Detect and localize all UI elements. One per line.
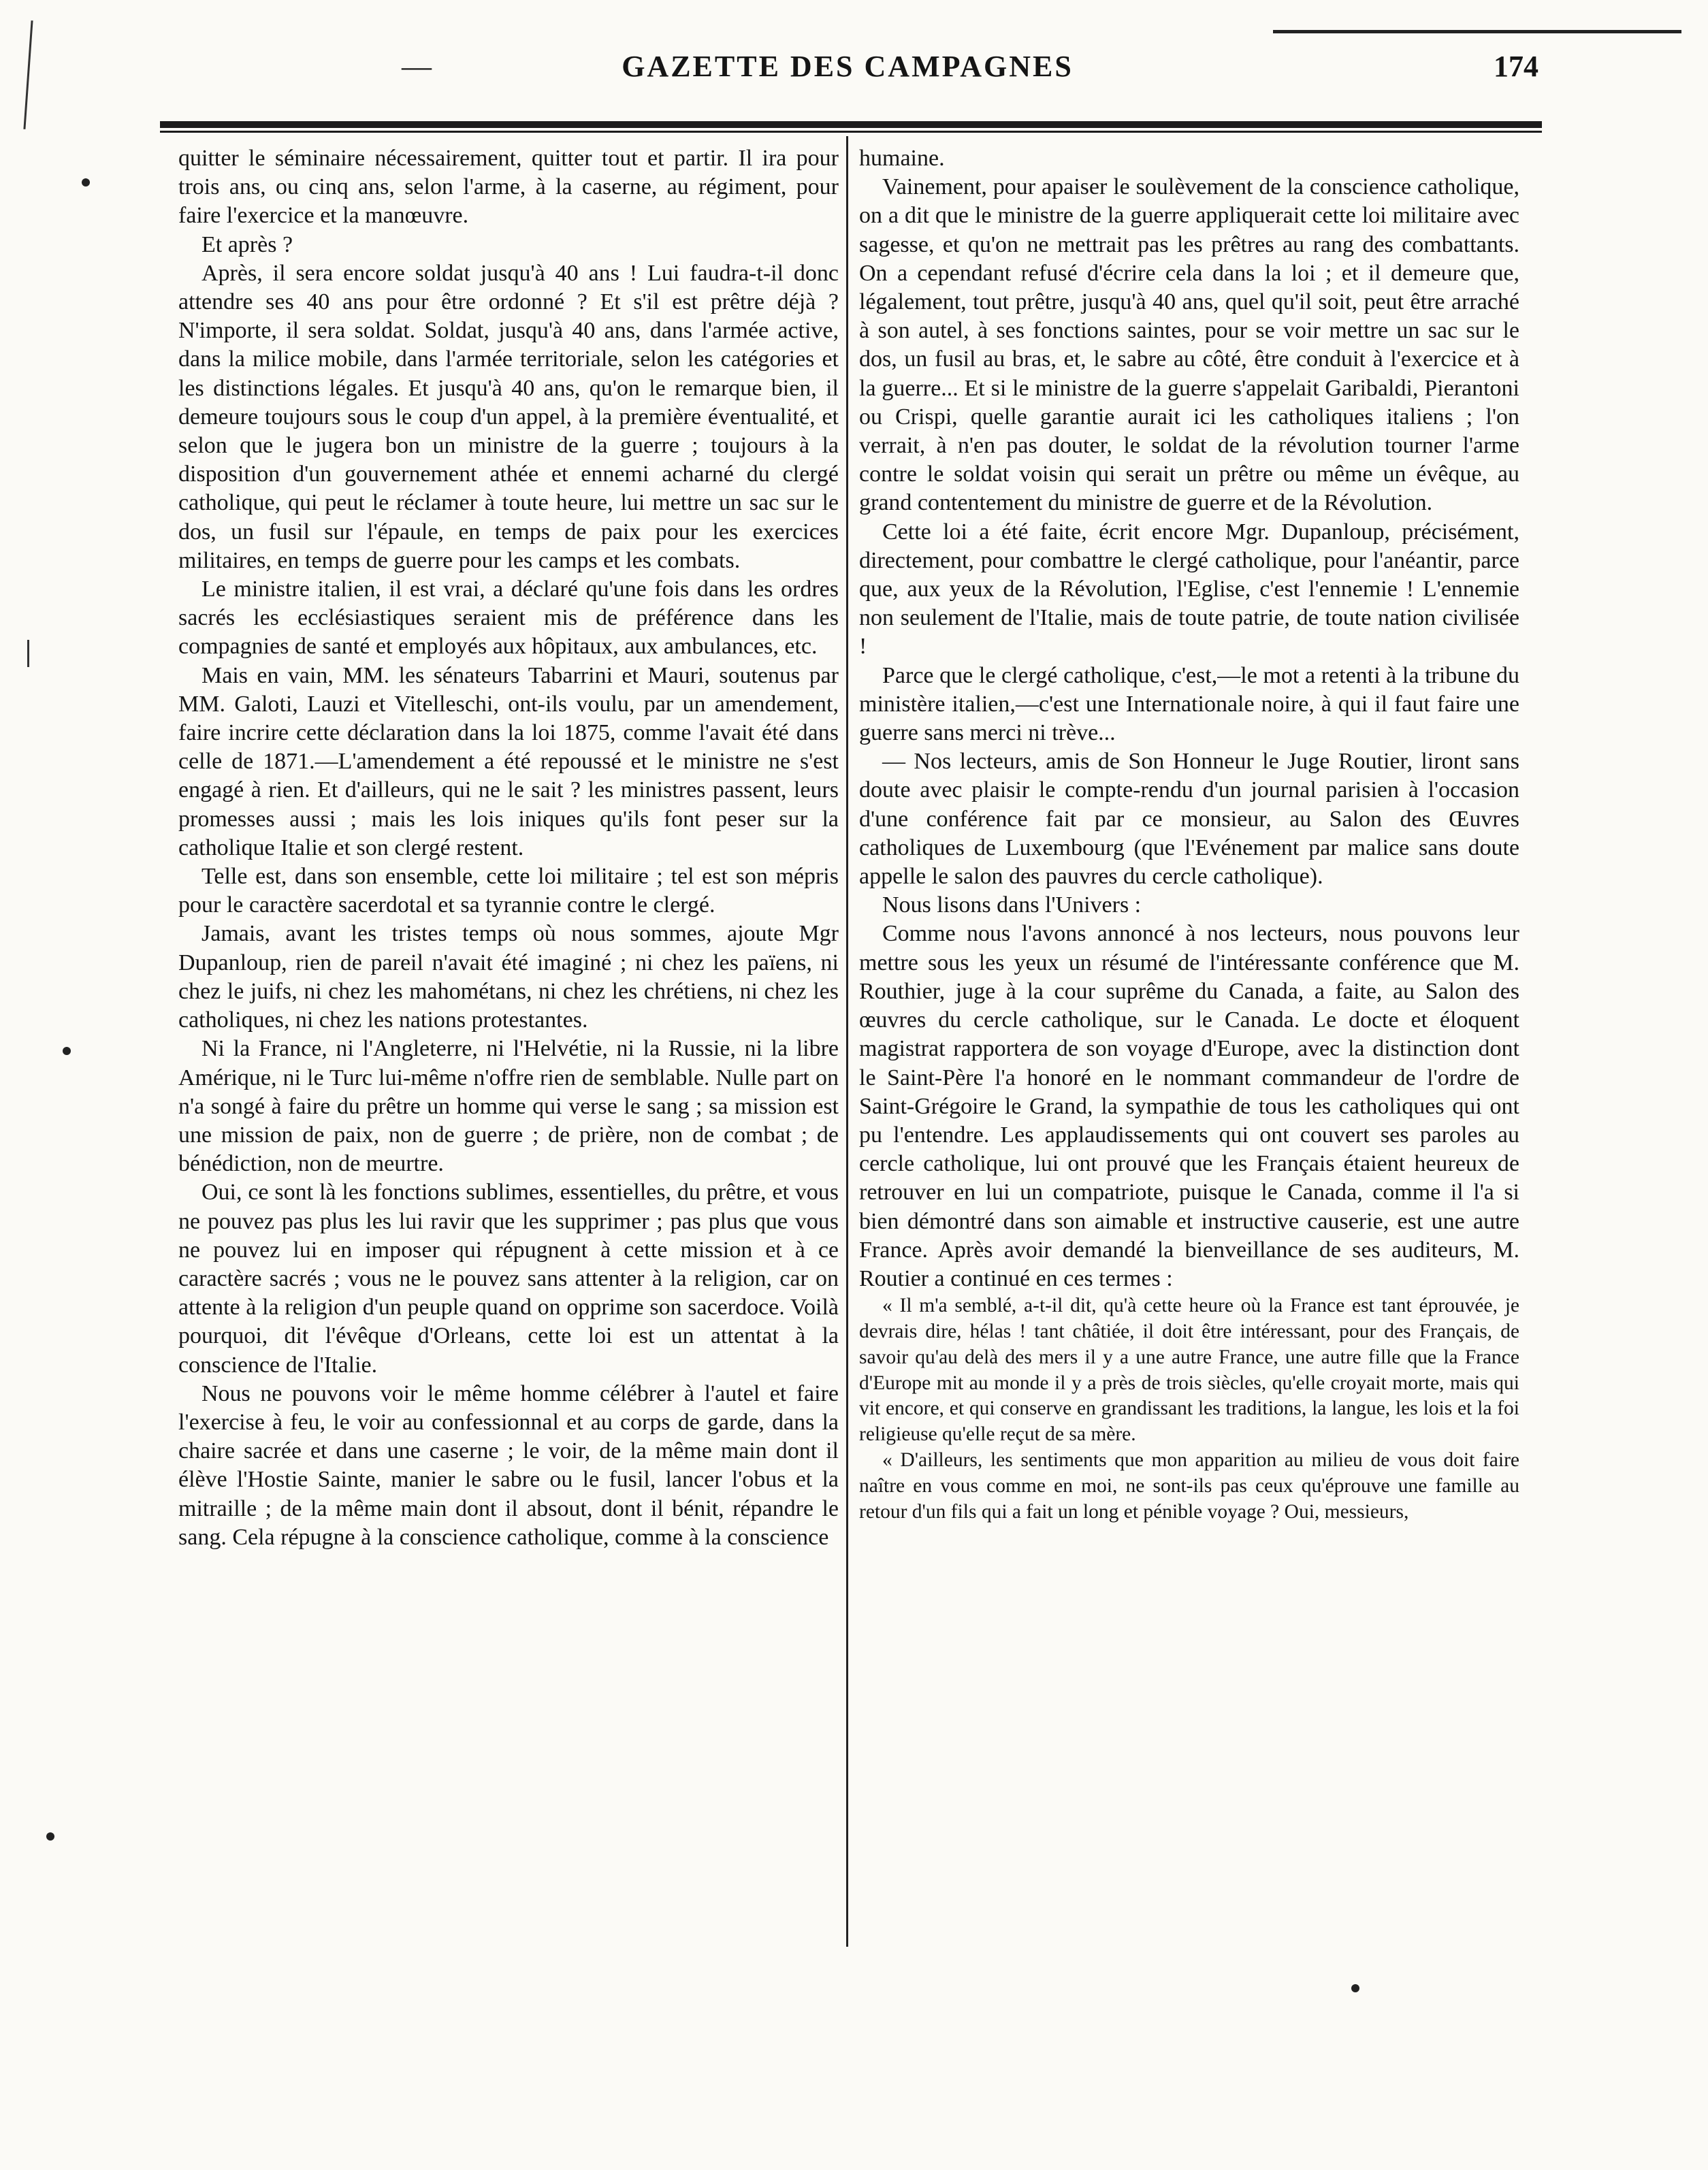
margin-scratch	[23, 20, 33, 129]
paragraph: « D'ailleurs, les sentiments que mon apparition au milieu de vous doit faire naître en vous comme en moi, ne sont-ils pas ceux qu'éprouve une famille au retour d'un fils qui a fait un long et pénible voyage ? Oui, messieurs,	[859, 1448, 1519, 1523]
ink-speck	[1351, 1984, 1359, 1992]
paragraph: Nous lisons dans l'Univers :	[882, 892, 1142, 918]
text-column-right	[859, 144, 1519, 1525]
text-column-left	[178, 144, 839, 1552]
paragraph: Le ministre italien, il est vrai, a déclaré qu'une fois dans les ordres sacrés les ecclésiastiques seraient mis de préférence dans les compagnies de santé et employés aux hôpitaux, aux ambulances, etc.	[178, 577, 839, 660]
paragraph: Mais en vain, MM. les sénateurs Tabarrini et Mauri, soutenus par MM. Galoti, Lauzi et Vitelleschi, ont-ils voulu, par un amendement, faire incrire cette déclaration dans la loi 1875, comme l'avait été dans celle de 1871.—L'amendement a été repoussé et le ministre ne s'est engagé à rien. Et d'ailleurs, qui ne le sait ? les ministres passent, leurs promesses aussi ; mais les lois iniques qu'ils font peser sur la catholique Italie et son clergé restent.	[178, 662, 839, 860]
margin-scratch	[27, 640, 29, 667]
paragraph: humaine.	[859, 146, 945, 171]
header-rule-thin	[160, 131, 1542, 133]
paragraph: Vainement, pour apaiser le soulèvement de la conscience catholique, on a dit que le ministre de la guerre appliquerait cette loi militaire avec sagesse, et qu'on ne mettrait pas les prêtres au rang des combattants. On a cependant refusé d'écrire cela dans la loi ; et il demeure que, légalement, tout prêtre, jusqu'à 40 ans, quel qu'il soit, peut être arraché à son autel, à ses fonctions saintes, pour se voir mettre un sac sur le dos, un fusil au bras, et, le sabre au côté, être conduit à l'exercice et à la guerre... Et si le ministre de la guerre s'appelait Garibaldi, Pierantoni ou Crispi, quelle garantie aurait ici les catholiques italiens ; l'on verrait, à n'en pas douter, le soldat de la révolution tourner l'arme contre le soldat voisin qui serait un prêtre ou même un évêque, au grand contentement du ministre de guerre et de la Révolution.	[859, 174, 1519, 516]
paragraph: Nous ne pouvons voir le même homme célébrer à l'autel et faire l'exercise à feu, le voir au confessionnal et au corps de garde, dans la chaire sacrée et dans une caserne ; le voir, de la même main dont il élève l'Hostie Sainte, manier le sabre ou le fusil, lancer l'obus et la mitraille ; de la même main dont il absout, dont il bénit, répandre le sang. Cela répugne à la conscience catholique, comme à la conscience	[178, 1380, 839, 1550]
header-rule-thick	[160, 121, 1542, 128]
ink-speck	[82, 178, 90, 187]
ink-speck	[46, 1832, 54, 1841]
paragraph: — Nos lecteurs, amis de Son Honneur le Juge Routier, liront sans doute avec plaisir le compte-rendu d'un journal parisien à l'occasion d'une conférence fait par ce monsieur, au Salon des Œuvres catholiques de Luxembourg (que l'Evénement par malice sans doute appelle le salon des pauvres du cercle catholique).	[859, 749, 1519, 890]
page-header	[157, 49, 1538, 97]
paragraph: Et après ?	[202, 231, 293, 257]
paragraph: Jamais, avant les tristes temps où nous sommes, ajoute Mgr Dupanloup, rien de pareil n'avait été imaginé ; ni chez les païens, ni chez le juifs, ni chez les mahométans, ni chez les chrétiens, ni chez les catholiques, ni chez les nations protestantes.	[178, 921, 839, 1033]
top-edge-rule	[1273, 30, 1681, 33]
page-number: 174	[1494, 50, 1538, 83]
paragraph: Cette loi a été faite, écrit encore Mgr. Dupanloup, précisément, directement, pour combattre le clergé catholique, pour l'anéantir, parce que, aux yeux de la Révolution, l'Eglise, c'est l'ennemie ! L'ennemie non seulement de l'Italie, mais de toute patrie, de toute nation civilisée !	[859, 519, 1519, 660]
ink-speck	[63, 1047, 71, 1055]
paragraph: Ni la France, ni l'Angleterre, ni l'Helvétie, ni la Russie, ni la libre Amérique, ni le Turc lui-même n'offre rien de semblable. Nulle part on n'a songé à faire du prêtre un homme qui verse le sang ; sa mission est une mission de paix, non de guerre ; de prière, non de combat ; de bénédiction, non de meurtre.	[178, 1036, 839, 1177]
column-divider	[846, 136, 848, 1947]
paragraph: Telle est, dans son ensemble, cette loi militaire ; tel est son mépris pour le caractère sacerdotal et sa tyrannie contre le clergé.	[178, 864, 839, 918]
paragraph: quitter le séminaire nécessairement, quitter tout et partir. Il ira pour trois ans, ou cinq ans, selon l'arme, à la caserne, au régiment, pour faire l'exercice et la manœuvre.	[178, 146, 839, 229]
paragraph: « Il m'a semblé, a-t-il dit, qu'à cette heure où la France est tant éprouvée, je devrais dire, hélas ! tant châtiée, il doit être intéressant, pour des Français, de savoir qu'au delà des mers il y a une autre France, une autre fille que la France d'Europe mit au monde il y a près de trois siècles, qu'elle croyait morte, mais qui vit encore, et qui conserve en grandissant les traditions, la langue, les lois et la foi religieuse qu'elle reçut de sa mère.	[859, 1295, 1519, 1446]
header-dash: —	[402, 50, 432, 83]
paragraph: Comme nous l'avons annoncé à nos lecteurs, nous pouvons leur mettre sous les yeux un résumé de l'intéressante conférence que M. Routhier, juge à la cour suprême du Canada, a faite, au Salon des œuvres du cercle catholique, sur le Canada. Le docte et éloquent magistrat rapportera de son voyage d'Europe, avec la distinction dont le Saint-Père l'a honoré en le nommant commandeur de l'ordre de Saint-Grégoire le Grand, la sympathie de tous les catholiques qui ont pu l'entendre. Les applaudissements qui ont couvert ses paroles au cercle catholique, lui ont prouvé que les Français étaient heureux de retrouver en lui un compatriote, puisque le Canada, comme il l'a si bien démontré dans son aimable et instructive causerie, est une autre France. Après avoir demandé la bienveillance de ses auditeurs, M. Routier a continué en ces termes :	[859, 921, 1519, 1291]
paragraph: Parce que le clergé catholique, c'est,—le mot a retenti à la tribune du ministère italien,—c'est une Internationale noire, à qui il faut faire une guerre sans merci ni trève...	[859, 662, 1519, 746]
paragraph: Après, il sera encore soldat jusqu'à 40 ans ! Lui faudra-t-il donc attendre ses 40 ans pour être ordonné ? Et s'il est prêtre déjà ? N'importe, il sera soldat. Soldat, jusqu'à 40 ans, dans l'armée active, dans la milice mobile, dans l'armée territoriale, selon les catégories et les distinctions légales. Et jusqu'à 40 ans, qu'on le remarque bien, il demeure toujours sous le coup d'un appel, à la première éventualité, et selon que le jugera bon un ministre de la guerre ; toujours à la disposition d'un gouvernement athée et ennemi acharné du clergé catholique, qui peut le réclamer à toute heure, lui mettre un sac sur le dos, un fusil sur l'épaule, en temps de paix pour les exercices militaires, en temps de guerre pour les camps et les combats.	[178, 260, 839, 573]
newspaper-title: GAZETTE DES CAMPAGNES	[622, 50, 1074, 83]
paragraph: Oui, ce sont là les fonctions sublimes, essentielles, du prêtre, et vous ne pouvez pas plus les lui ravir que les supprimer ; pas plus que vous ne pouvez lui en imposer qui répugnent à cette mission et à ce caractère sacrés ; vous ne le pouvez sans attenter à la religion, car on attente à la religion d'un peuple quand on opprime son sacerdoce. Voilà pourquoi, dit l'évêque d'Orleans, cette loi est un attentat à la conscience de l'Italie.	[178, 1180, 839, 1378]
